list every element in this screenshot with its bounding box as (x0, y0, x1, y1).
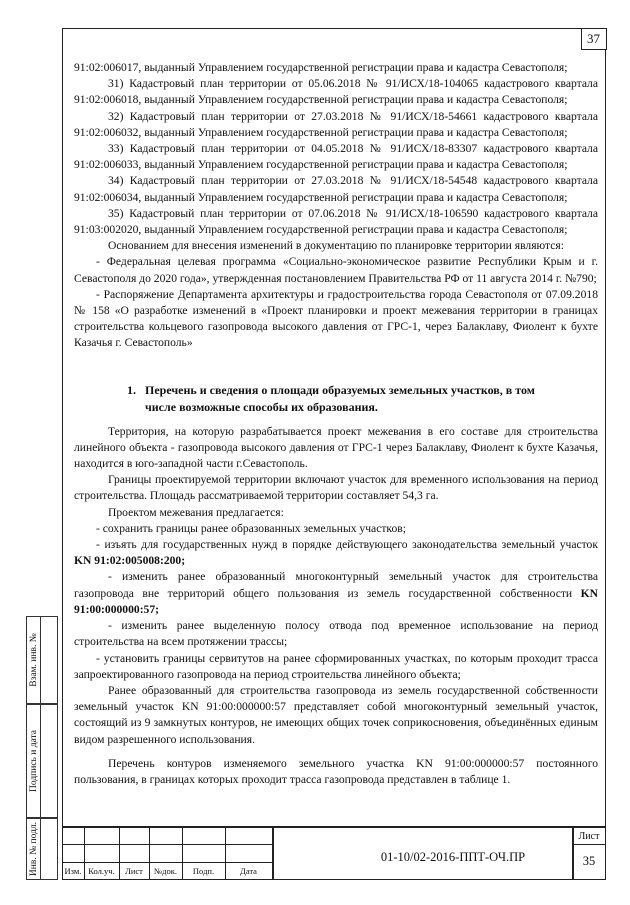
cadastral-number: KN 91:02:005008:200; (74, 554, 186, 568)
paragraph: Границы проектируемой территории включают участок для временного использования на период строительства. Площадь рассматриваемой территории составляет 54,3 га. (74, 473, 598, 503)
column-label: Изм. (64, 866, 82, 876)
list-item: 35) Кадастровый план территории от 07.06.2018 № 91/ИСХ/18-106590 кадастрового квартала 91:03:002020, выданный Управлением государственной регистрации права и кадастра Севастополя; (74, 206, 598, 237)
list-item: 32) Кадастровый план территории от 27.03.2018 № 91/ИСХ/18-54661 кадастрового квартала 91:02:006032, выданный Управлением государственной регистрации права и кадастра Севастополя; (74, 109, 598, 139)
paragraph: Перечень контуров изменяемого земельного участка KN 91:00:000000:57 постоянного пользования, в границах которых проходит трасса газопровода представлен в таблице 1. (74, 756, 598, 786)
sheet-label: Лист (578, 831, 600, 842)
column-label: Кол.уч. (88, 866, 115, 876)
list-item: 31) Кадастровый план территории от 05.06.2018 № 91/ИСХ/18-104065 кадастрового квартала 91:02:006018, выданный Управлением государственной регистрации права и кадастра Севастополя; (74, 77, 598, 107)
document-code: 01-10/02-2016-ППТ-ОЧ.ПР (380, 850, 526, 864)
stamp-signature-date (26, 704, 58, 818)
column-label: Дата (240, 866, 257, 876)
paragraph: Основанием для внесения изменений в документацию по планировке территории являются: (108, 239, 564, 253)
paragraph: - Распоряжение Департамента архитектуры и градостроительства города Севастополя от 07.09.2018 № 158 «О разработке изменений в «Проект планировки и проект межевания территории в границах строительства кольцевого газопровода высокого давления от ГРС-1, через Балаклаву, Фиолент к бухте Казачья г. Севастополь» (74, 287, 598, 350)
stamp-inv (26, 818, 58, 880)
paragraph: Территория, на которую разрабатывается проект межевания в его составе для строительства линейного объекта - газопровода высокого давления от ГРС-1 через Балаклаву, Фиолент к бухте Казачья, находится в юго-западной части г.Севастополь. (74, 424, 598, 471)
stamp-label: Взам. инв. № (28, 633, 39, 687)
list-item: 34) Кадастровый план территории от 27.03.2018 № 91/ИСХ/18-54548 кадастрового квартала 91:02:006034, выданный Управлением государственной регистрации права и кадастра Севастополя; (74, 174, 598, 204)
section-number: 1. (127, 382, 136, 397)
cadastral-number: KN 91:00:000000:57; (74, 586, 598, 616)
paragraph: 91:02:006017, выданный Управлением государственной регистрации права и кадастра Севастополя; (74, 61, 568, 74)
stamp-label: Инв. № подл. (28, 821, 39, 877)
list-item: 33) Кадастровый план территории от 04.05.2018 № 91/ИСХ/18-83307 кадастрового квартала 91:02:006033, выданный Управлением государственной регистрации права и кадастра Севастополя; (74, 142, 598, 172)
stamp-label: Подпись и дата (28, 729, 39, 793)
sheet-number: 35 (582, 854, 596, 868)
paragraph: - Федеральная целевая программа «Социально-экономическое развитие Республики Крым и г. Севастополя до 2020 года», утвержденная постановлением Правительства РФ от 11 августа 2014 г. №790; (74, 255, 598, 285)
paragraph: - сохранить границы ранее образованных земельных участков; (96, 521, 406, 535)
paragraph: - установить границы сервитутов на ранее сформированных участках, по которым проходит трасса запроектированного газопровода на период строительства линейного объекта; (74, 651, 598, 681)
section-title: Перечень и сведения о площади образуемых земельных участков, в том числе возможные способы их образования. (145, 382, 535, 414)
stamp-vzam (26, 616, 58, 704)
document-body (74, 60, 598, 788)
paragraph: - изменить ранее выделенную полосу отвода под временное использование на период строительства на всем протяжении трассы; (74, 619, 598, 649)
paragraph-text: - изъять для государственных нужд в порядке действующего законодательства земельный участок (96, 538, 598, 552)
section-heading (74, 382, 598, 416)
column-label: Подп. (192, 866, 215, 876)
paragraph: Проектом межевания предлагается: (108, 505, 284, 519)
paragraph: Ранее образованный для строительства газопровода из земель государственной собственности земельный участок KN 91:00:000000:57 представляет собой многоконтурный земельный участок, состоящий из 9 замкнутых контуров, не имеющих общих точек соприкосновения, объединённых единым видом разрешенного использования. (74, 683, 598, 746)
paragraph (74, 569, 598, 618)
page-number-top: 37 (581, 28, 607, 50)
paragraph (74, 537, 598, 569)
title-block (62, 826, 606, 880)
paragraph-text: - изменить ранее образованный многоконтурный земельный участок для строительства газопровода вне территорий общего пользования из земель государственной собственности (74, 570, 598, 600)
column-label: Лист (125, 866, 143, 876)
column-label: №док. (154, 866, 177, 876)
